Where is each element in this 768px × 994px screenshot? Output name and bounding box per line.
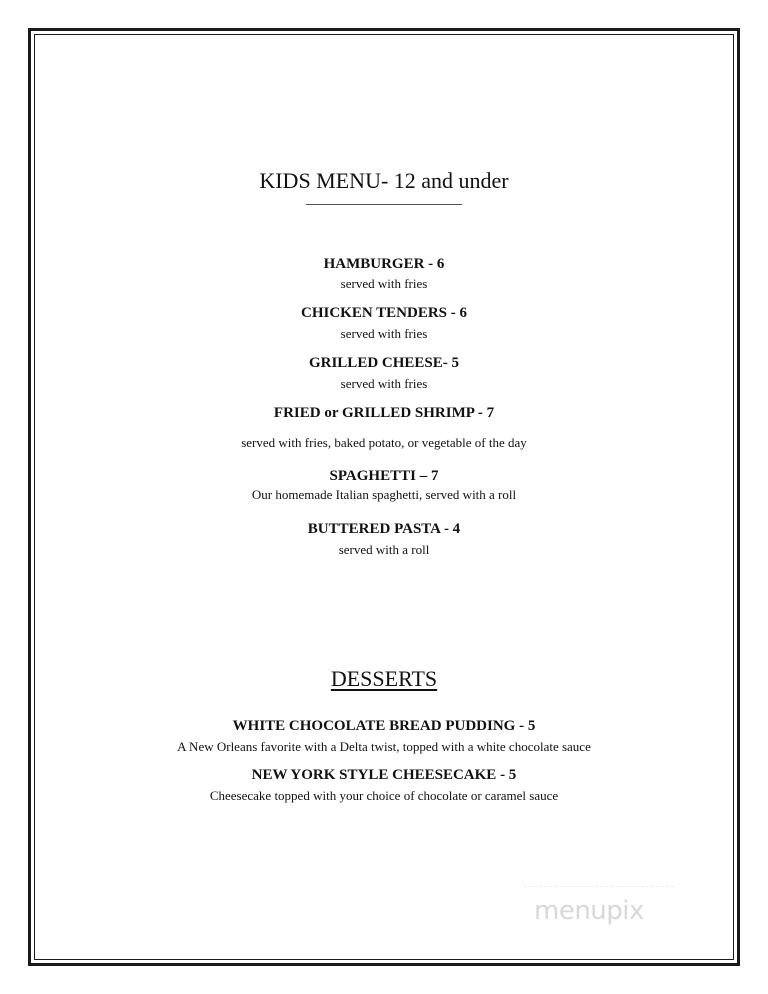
menu-item-name: SPAGHETTI – 7 — [329, 468, 439, 484]
menu-item-description: served with fries — [340, 376, 428, 391]
kids-menu-title: KIDS MENU- 12 and under — [259, 168, 509, 193]
dessert-item-name: NEW YORK STYLE CHEESECAKE - 5 — [251, 767, 517, 783]
menu-item-description: Our homemade Italian spaghetti, served with a roll — [251, 487, 517, 502]
menu-item-description: served with fries, baked potato, or vegetable of the day — [241, 435, 527, 450]
watermark-line — [524, 886, 674, 887]
menu-item-name: CHICKEN TENDERS - 6 — [300, 305, 467, 321]
dessert-item-description: Cheesecake topped with your choice of chocolate or caramel sauce — [209, 788, 559, 803]
dessert-item-name: WHITE CHOCOLATE BREAD PUDDING - 5 — [232, 718, 536, 734]
menu-item-description: served with a roll — [338, 542, 430, 557]
dessert-item-description: A New Orleans favorite with a Delta twist, topped with a white chocolate sauce — [177, 739, 591, 754]
menu-item-description: served with fries — [340, 276, 428, 291]
menu-item-description: served with fries — [340, 326, 428, 341]
menu-item-name: HAMBURGER - 6 — [323, 256, 445, 272]
menu-item-name: FRIED or GRILLED SHRIMP - 7 — [273, 405, 495, 421]
title-divider — [306, 204, 462, 205]
menu-item-name: BUTTERED PASTA - 4 — [307, 521, 461, 537]
menu-item-name: GRILLED CHEESE- 5 — [308, 355, 460, 371]
desserts-title: DESSERTS — [330, 666, 438, 691]
watermark-logo: menupix — [534, 896, 644, 926]
